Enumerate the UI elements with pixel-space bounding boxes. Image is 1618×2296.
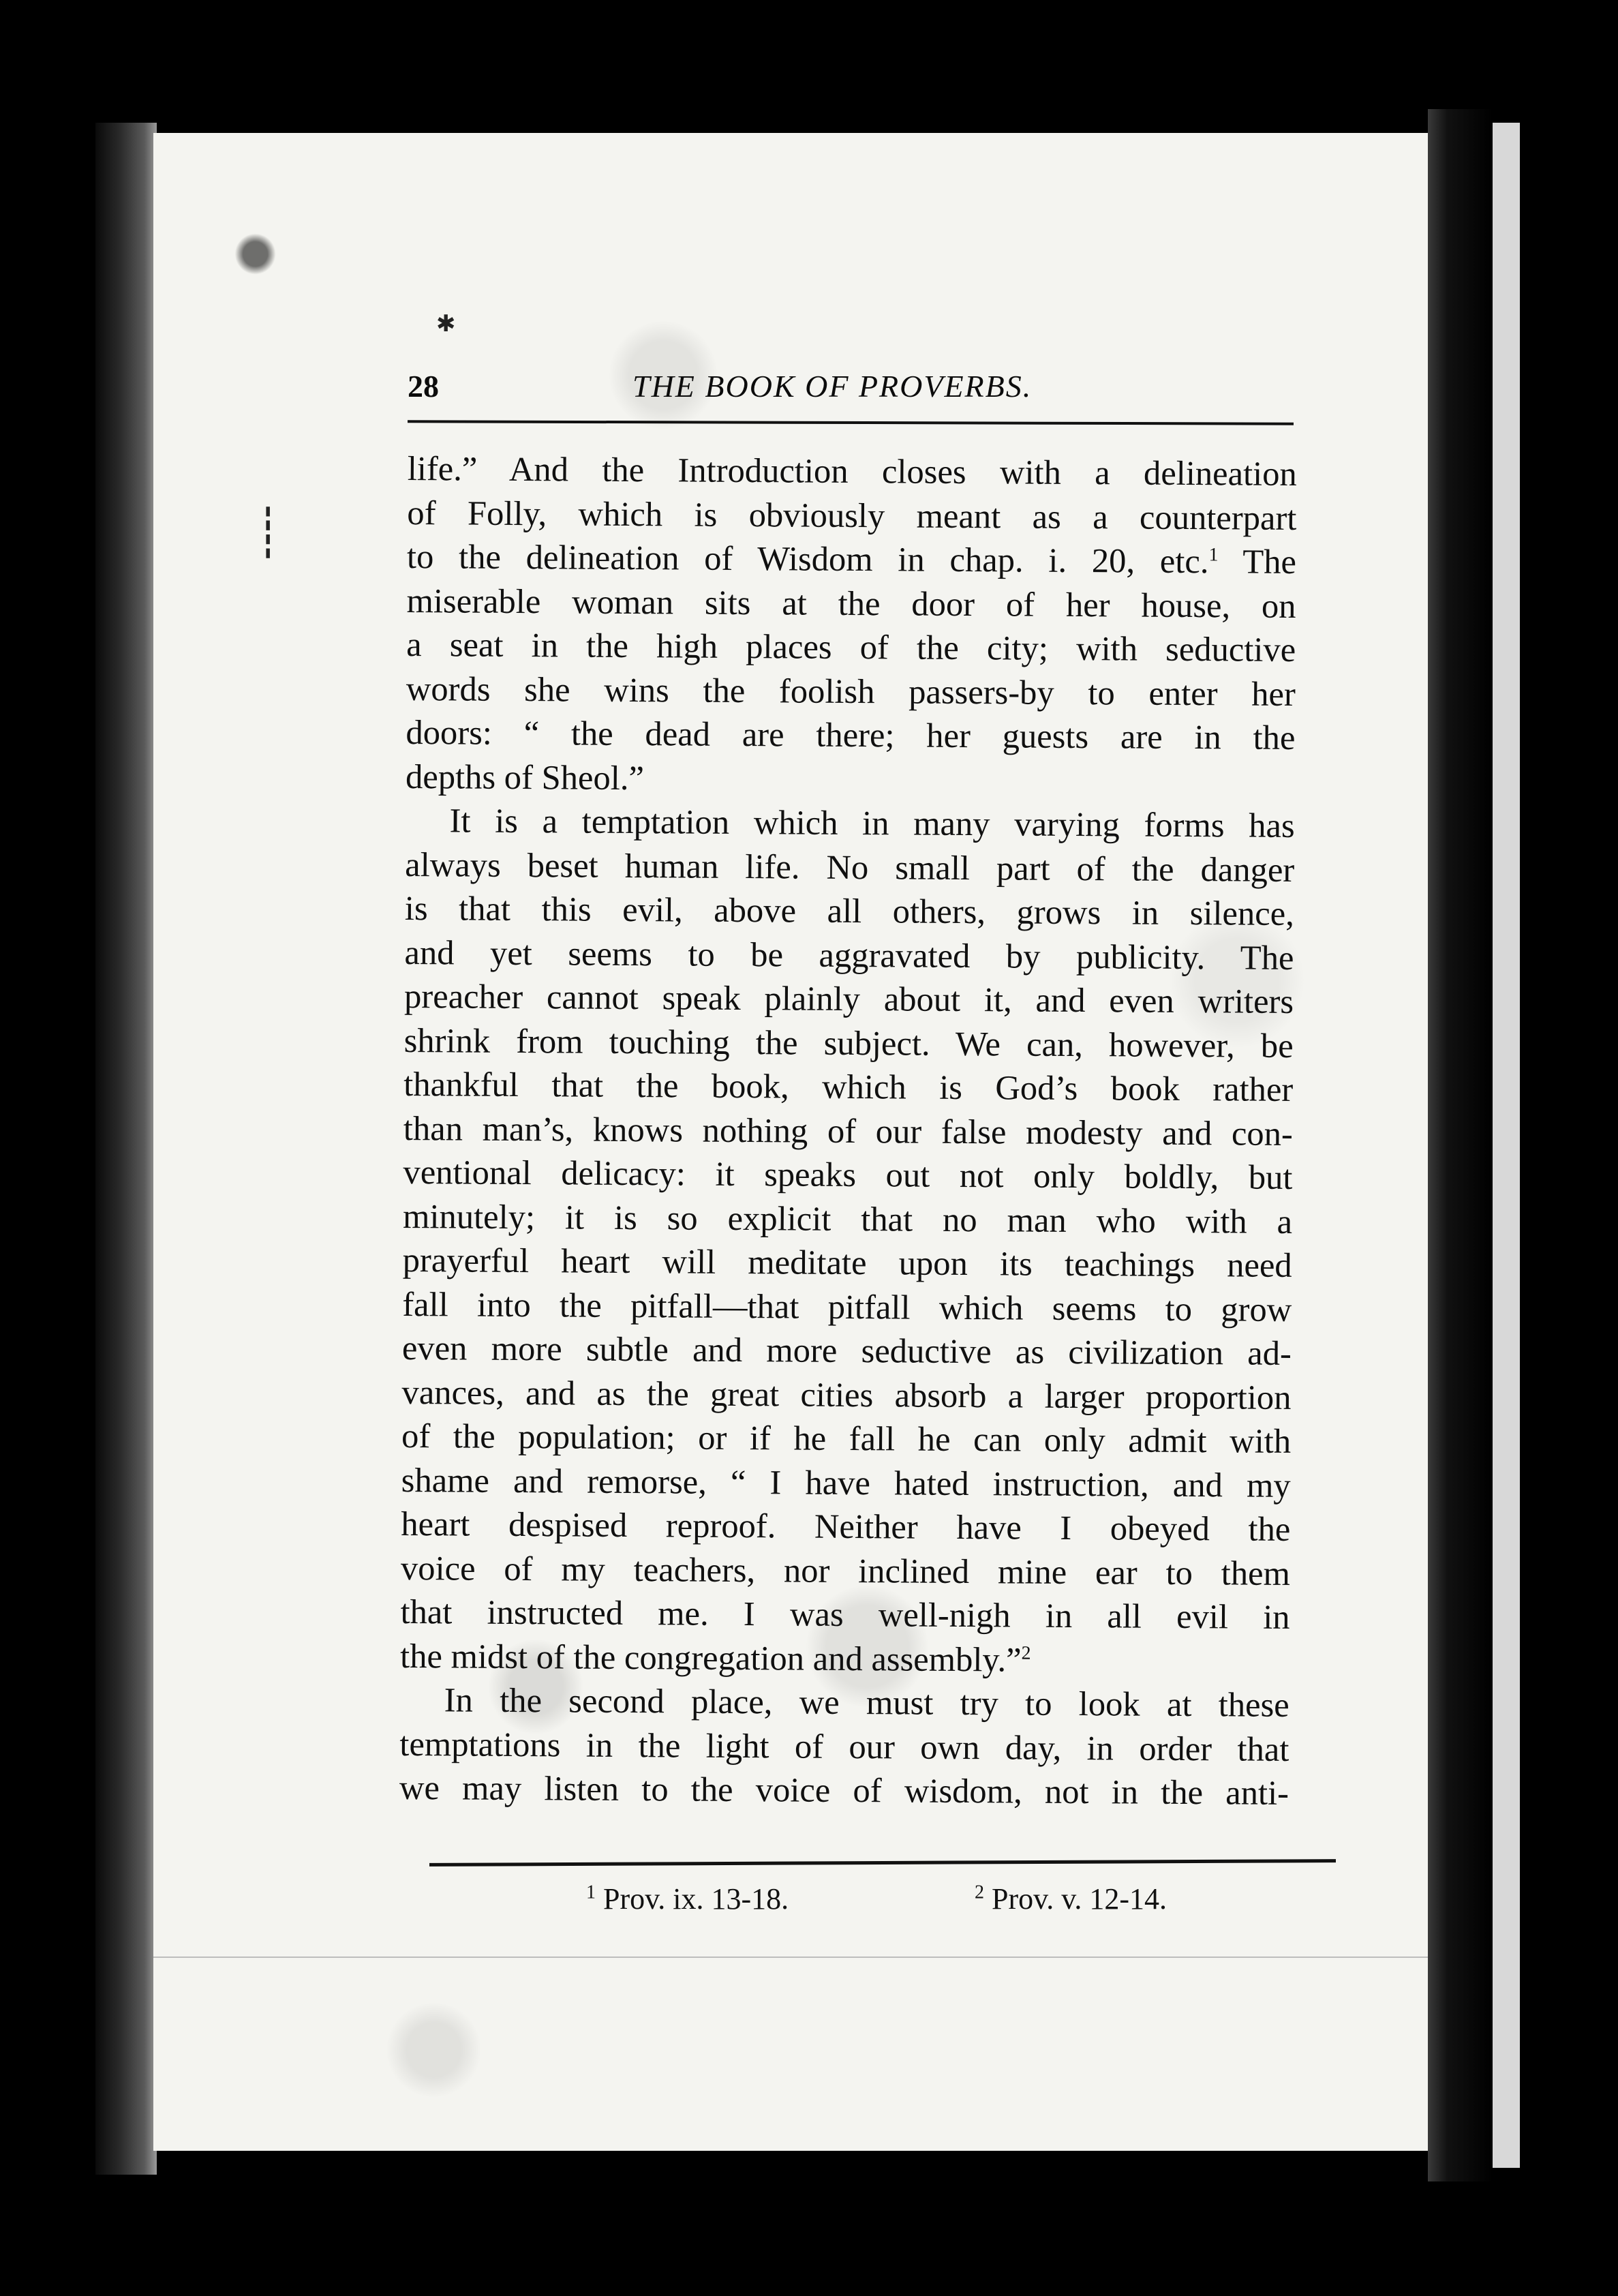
footnote-marker: 1 xyxy=(586,1882,596,1903)
right-page-edge xyxy=(1428,109,1493,2181)
footnote-2 xyxy=(975,1882,1167,1916)
page-number: 28 xyxy=(408,369,439,404)
text-line: life.” And the Introduction closes with a delineation xyxy=(407,449,1297,493)
facing-page-strip xyxy=(1493,123,1520,2168)
text-line: words she wins the foolish passers-by to enter her xyxy=(406,669,1296,713)
text-line: shame and remorse, “ I have hated instruction, and my xyxy=(401,1460,1291,1505)
text-line: shrink from touching the subject. We can, however, be xyxy=(403,1021,1294,1065)
text-line: doors: “ the dead are there; her guests are in the xyxy=(406,712,1296,757)
text-line: that instructed me. I was well-nigh in all evil in xyxy=(400,1592,1290,1636)
text-line: heart despised reproof. Neither have I obeyed the xyxy=(401,1504,1291,1548)
text-line: is that this evil, above all others, grows in silence, xyxy=(404,888,1295,933)
running-title: THE BOOK OF PROVERBS. xyxy=(632,369,1033,404)
text-line: of the population; or if he fall he can only admit with xyxy=(401,1416,1292,1460)
text-line: of Folly, which is obviously meant as a counterpart xyxy=(407,493,1297,537)
ink-mark: ✱ xyxy=(436,310,456,337)
text-segment: The xyxy=(1218,542,1297,581)
text-line: minutely; it is so explicit that no man who with a xyxy=(402,1196,1293,1241)
text-line: than man’s, knows nothing of our false modesty and con- xyxy=(403,1108,1294,1153)
text-line: temptations in the light of our own day, in order that xyxy=(399,1724,1289,1768)
text-line: voice of my teachers, nor inclined mine ear to them xyxy=(400,1548,1291,1592)
footnotes xyxy=(429,1882,1336,1922)
text-line: depths of Sheol.” xyxy=(405,757,645,797)
running-head xyxy=(408,368,1294,416)
body-text xyxy=(399,447,1334,1815)
footnote-ref: 2 xyxy=(1021,1642,1031,1664)
footnote-text: Prov. v. 12-14. xyxy=(984,1882,1167,1916)
text-line: and yet seems to be aggravated by publicity. The xyxy=(404,933,1294,977)
text-line: thankful that the book, which is God’s book rather xyxy=(403,1064,1294,1108)
margin-pencil-mark: ┊ xyxy=(254,504,283,560)
scan-crease-line xyxy=(153,1957,1428,1958)
text-line: preacher cannot speak plainly about it, and even writers xyxy=(403,976,1294,1021)
text-line xyxy=(407,534,1296,584)
text-line: miserable woman sits at the door of her house, on xyxy=(406,581,1296,625)
text-segment: the midst of the congregation and assembly.” xyxy=(399,1636,1022,1679)
text-line: fall into the pitfall—that pitfall which seems to grow xyxy=(402,1284,1292,1329)
footnote-marker: 2 xyxy=(975,1882,984,1903)
text-line: even more subtle and more seductive as civilization ad- xyxy=(401,1328,1292,1372)
text-line: It is a temptation which in many varying forms has xyxy=(449,801,1295,845)
text-line: prayerful heart will meditate upon its teachings need xyxy=(402,1240,1292,1284)
text-line: always beset human life. No small part of the danger xyxy=(405,845,1295,889)
text-line: a seat in the high places of the city; with seductive xyxy=(406,624,1296,669)
footnote-text: Prov. ix. 13-18. xyxy=(596,1882,789,1916)
text-line: In the second place, we must try to look at these xyxy=(444,1680,1289,1724)
footnote-ref: 1 xyxy=(1208,544,1219,566)
text-segment: to the delineation of Wisdom in chap. i. 20, etc. xyxy=(406,537,1209,581)
footnote-1 xyxy=(586,1882,789,1916)
text-line: we may listen to the voice of wisdom, not in the anti- xyxy=(399,1768,1289,1812)
text-line xyxy=(400,1633,1289,1682)
text-line: ventional delicacy: it speaks out not only boldly, but xyxy=(403,1152,1293,1196)
book-binding-edge xyxy=(95,123,157,2175)
text-line: vances, and as the great cities absorb a larger proportion xyxy=(401,1372,1292,1417)
